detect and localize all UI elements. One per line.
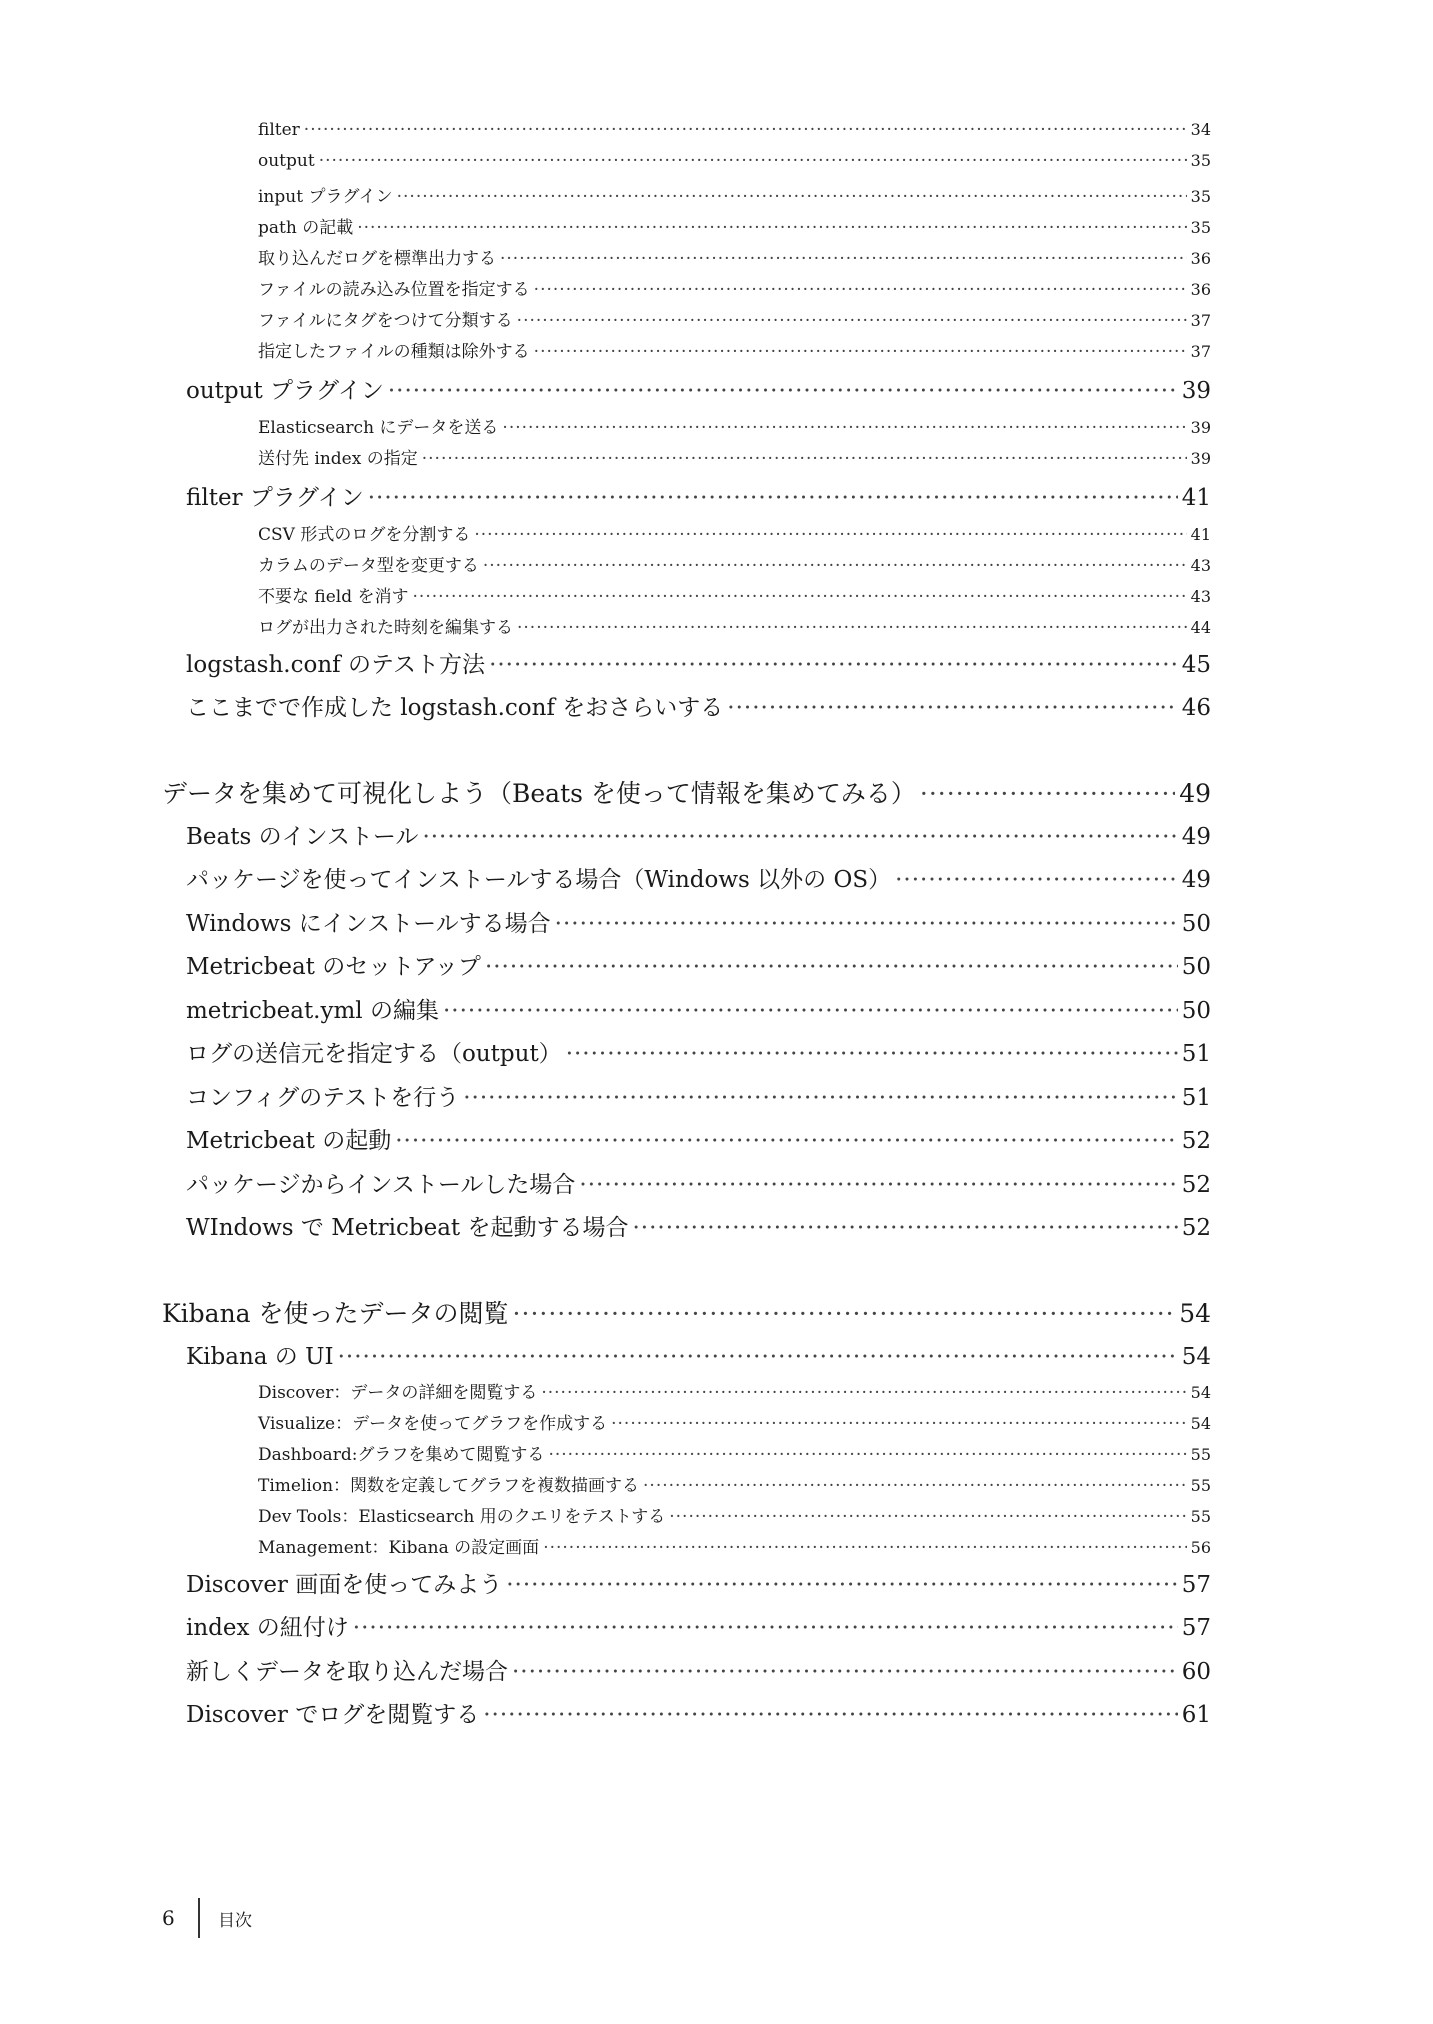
toc-entry-title: filter プラグイン [186,485,364,511]
toc-entry-title: 指定したファイルの種類は除外する [258,342,530,362]
leader-dots [669,1507,1186,1527]
toc-entry-title: 取り込んだログを標準出力する [258,249,496,269]
toc-entry-title: パッケージからインストールした場合 [186,1172,576,1198]
toc-entry-title: Timelion：関数を定義してグラフを複数描画する [258,1476,640,1496]
toc-entry-page: 56 [1190,1538,1211,1557]
toc-entry-page: 43 [1190,587,1211,606]
toc-entry-title: metricbeat.yml の編集 [186,998,439,1024]
toc-entry[interactable] [186,992,1211,1028]
toc-entry[interactable] [258,1471,1211,1497]
toc-entry-title: ログの送信元を指定する（output） [186,1041,562,1067]
toc-entry[interactable] [258,151,1211,177]
toc-entry-title: Dev Tools：Elasticsearch 用のクエリをテストする [258,1507,666,1527]
leader-dots [513,1299,1176,1328]
leader-dots [368,485,1178,511]
toc-entry-page: 54 [1179,1299,1211,1328]
toc-entry[interactable] [186,646,1211,682]
leader-dots [541,1383,1186,1403]
leader-dots [463,1085,1177,1111]
toc-entry[interactable] [258,582,1211,608]
toc-entry-page: 49 [1181,867,1211,893]
toc-entry-page: 50 [1181,954,1211,980]
leader-dots [319,151,1187,171]
toc-entry-page: 39 [1181,378,1211,404]
toc-entry[interactable] [258,1440,1211,1466]
toc-entry-title: ログが出力された時刻を編集する [258,618,513,638]
toc-entry-page: 50 [1181,998,1211,1024]
toc-entry-title: データを集めて可視化しよう（Beats を使って情報を集めてみる） [162,779,916,808]
leader-dots [485,954,1178,980]
toc-entry-title: filter [258,120,300,140]
toc-entry-page: 45 [1181,652,1211,678]
toc-entry[interactable] [162,774,1211,812]
toc-entry-title: Elasticsearch にデータを送る [258,418,499,438]
toc-entry[interactable] [186,1079,1211,1115]
toc-entry[interactable] [258,551,1211,577]
toc-entry-title: logstash.conf のテスト方法 [186,652,486,678]
toc-entry[interactable] [258,1533,1211,1559]
toc-entry[interactable] [258,213,1211,239]
toc-entry-page: 46 [1181,695,1211,721]
toc-entry[interactable] [186,861,1211,897]
toc-entry-title: パッケージを使ってインストールする場合（Windows 以外の OS） [186,867,892,893]
toc-entry[interactable] [186,1035,1211,1071]
toc-entry-page: 43 [1190,556,1211,575]
toc-entry-page: 35 [1190,151,1211,170]
toc-entry-title: output プラグイン [186,378,384,404]
leader-dots [895,867,1178,893]
toc-entry-page: 36 [1190,249,1211,268]
toc-entry-page: 41 [1181,485,1211,511]
toc-entry[interactable] [162,1294,1211,1332]
leader-dots [611,1414,1187,1434]
toc-entry-title: ファイルにタグをつけて分類する [258,311,513,331]
toc-entry-title: Beats のインストール [186,824,419,850]
leader-dots [543,1538,1186,1558]
toc-entry-title: Visualize：データを使ってグラフを作成する [258,1414,608,1434]
toc-entry-page: 39 [1190,418,1211,437]
toc-entry-title: index の紐付け [186,1615,349,1641]
toc-entry-page: 39 [1190,449,1211,468]
toc-entry-page: 51 [1181,1085,1211,1111]
toc-entry-title: Management：Kibana の設定画面 [258,1538,540,1558]
toc-entry-title: input プラグイン [258,187,393,207]
leader-dots [534,280,1187,300]
toc-entry-page: 34 [1190,120,1211,139]
toc-entry-title: CSV 形式のログを分割する [258,525,471,545]
leader-dots [534,342,1187,362]
toc-entry-title: Discover 画面を使ってみよう [186,1572,503,1598]
leader-dots [474,525,1186,545]
toc-entry[interactable] [186,1338,1211,1374]
footer-divider [198,1898,200,1938]
toc-entry-page: 49 [1179,779,1211,808]
toc-entry[interactable] [186,818,1211,854]
toc-entry-page: 37 [1190,311,1211,330]
toc-entry-page: 55 [1190,1476,1211,1495]
toc-entry[interactable] [186,689,1211,725]
toc-entry-title: 新しくデータを取り込んだ場合 [186,1659,508,1685]
toc-entry-page: 35 [1190,187,1211,206]
leader-dots [397,187,1187,207]
toc-entry-title: WIndows で Metricbeat を起動する場合 [186,1215,629,1241]
toc-entry-title: カラムのデータ型を変更する [258,556,479,576]
leader-dots [443,998,1178,1024]
leader-dots [338,1344,1178,1370]
toc-entry-page: 55 [1190,1445,1211,1464]
toc-entry-title: Discover：データの詳細を閲覧する [258,1383,538,1403]
toc-entry-page: 54 [1190,1383,1211,1402]
leader-dots [920,779,1175,808]
toc-entry-title: Kibana を使ったデータの閲覧 [162,1299,509,1328]
toc-entry[interactable] [258,337,1211,363]
toc-entry[interactable] [258,1378,1211,1404]
toc-entry[interactable] [258,1502,1211,1528]
toc-entry-title: 不要な field を消す [258,587,409,607]
leader-dots [483,556,1187,576]
leader-dots [388,378,1178,404]
toc-entry[interactable] [258,275,1211,301]
toc-entry-page: 55 [1190,1507,1211,1526]
toc-entry-page: 57 [1181,1572,1211,1598]
leader-dots [502,418,1186,438]
toc-entry[interactable] [186,1166,1211,1202]
toc-entry[interactable] [258,413,1211,439]
leader-dots [357,218,1186,238]
toc-entry-title: ファイルの読み込み位置を指定する [258,280,530,300]
leader-dots [579,1172,1177,1198]
toc-entry[interactable] [258,444,1211,470]
toc-entry[interactable] [258,520,1211,546]
toc-entry[interactable] [258,244,1211,270]
page-footer [162,1898,252,1938]
leader-dots [353,1615,1178,1641]
toc-entry[interactable] [186,372,1211,408]
leader-dots [304,120,1187,140]
toc-entry-page: 36 [1190,280,1211,299]
toc-entry-page: 60 [1181,1659,1211,1685]
leader-dots [413,587,1187,607]
toc-entry[interactable] [258,613,1211,639]
toc-entry[interactable] [258,1409,1211,1435]
leader-dots [422,824,1177,850]
toc-entry-page: 37 [1190,342,1211,361]
toc-entry-title: Metricbeat の起動 [186,1128,392,1154]
toc-entry[interactable] [186,948,1211,984]
leader-dots [422,449,1187,469]
leader-dots [506,1572,1177,1598]
leader-dots [632,1215,1177,1241]
toc-entry-title: コンフィグのテストを行う [186,1085,460,1111]
toc-entry[interactable] [186,905,1211,941]
leader-dots [643,1476,1187,1496]
leader-dots [548,1445,1186,1465]
toc-entry[interactable] [186,1209,1211,1245]
toc-entry-page: 50 [1181,911,1211,937]
leader-dots [727,695,1177,721]
toc-entry-title: path の記載 [258,218,354,238]
leader-dots [517,311,1187,331]
toc-entry[interactable] [186,1696,1211,1732]
toc-entry-title: Metricbeat のセットアップ [186,954,481,980]
toc-entry[interactable] [186,1653,1211,1689]
toc-entry[interactable] [258,120,1211,146]
toc-entry-title: 送付先 index の指定 [258,449,418,469]
toc-entry-page: 52 [1181,1128,1211,1154]
toc-entry[interactable] [258,306,1211,332]
toc-entry-title: Discover でログを閲覧する [186,1702,480,1728]
toc-entry-title: Kibana の UI [186,1344,334,1370]
toc-entry-page: 54 [1181,1344,1211,1370]
toc-entry-page: 49 [1181,824,1211,850]
page-number: 6 [162,1906,175,1930]
toc-entry-title: ここまでで作成した logstash.conf をおさらいする [186,695,724,721]
leader-dots [512,1659,1178,1685]
leader-dots [395,1128,1177,1154]
toc-entry[interactable] [186,1122,1211,1158]
toc-entry-page: 35 [1190,218,1211,237]
toc-entry-page: 41 [1190,525,1211,544]
toc-entry[interactable] [186,1566,1211,1602]
toc-entry[interactable] [258,182,1211,208]
leader-dots [483,1702,1177,1728]
leader-dots [566,1041,1178,1067]
toc-entry-title: Dashboard:グラフを集めて閲覧する [258,1445,545,1465]
toc-entry-page: 57 [1181,1615,1211,1641]
toc-entry[interactable] [186,479,1211,515]
leader-dots [500,249,1187,269]
leader-dots [555,911,1178,937]
leader-dots [517,618,1187,638]
section-label: 目次 [218,1910,252,1931]
toc-entry-page: 52 [1181,1215,1211,1241]
toc-entry-page: 44 [1190,618,1211,637]
leader-dots [489,652,1178,678]
toc-entry-title: Windows にインストールする場合 [186,911,551,937]
toc-entry-page: 54 [1190,1414,1211,1433]
toc-entry-page: 52 [1181,1172,1211,1198]
toc-entry-title: output [258,151,315,171]
toc-entry-page: 61 [1181,1702,1211,1728]
toc-entry[interactable] [186,1609,1211,1645]
toc-entry-page: 51 [1181,1041,1211,1067]
